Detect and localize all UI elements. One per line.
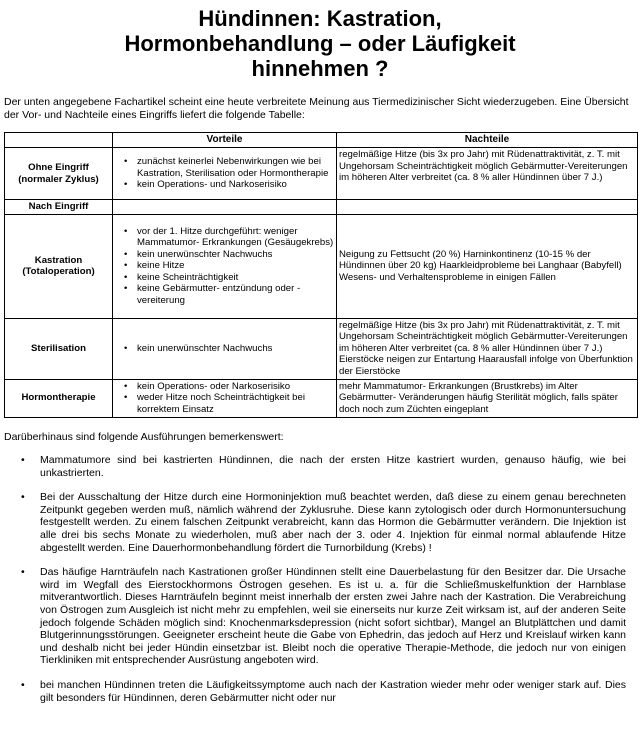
pros-cell-sterilisation [113, 318, 337, 379]
header-blank-cell [5, 133, 113, 148]
row-head-nach-eingriff: Nach Eingriff [5, 200, 113, 215]
pros-cell-hormontherapie [113, 379, 337, 417]
row-head-line: (normaler Zyklus) [18, 173, 99, 185]
pros-cell-empty [113, 200, 337, 215]
pros-item: • kein unerwünschter Nachwuchs [137, 249, 334, 261]
bullet-icon: • [21, 678, 25, 691]
cons-cell-ohne-eingriff: regelmäßige Hitze (bis 3x pro Jahr) mit Rüdenattraktivität, z. T. mit Ungehorsam Scheinträchtigkeit möglich Gebärmutter-Vereiterungen im höheren Alter verbreitet (ca. 8 % aller Hündinnen über 7 J.) [337, 148, 638, 200]
list-item-text: Bei der Ausschaltung der Hitze durch eine Hormoninjektion muß beachtet werden, daß diese zu einem genau berechneten Zeitpunkt gegeben werden muß, nämlich während der Zyklusruhe. Diese kann zytologisch oder durch Hormonuntersuchung festgestellt werden. Zu einem falschen Zeitpunkt verabreicht, kann das Hormon die Gebärmutter verändern. Die Injektion ist alle drei bis sechs Monate zu wiederholen, muß aber nach der 3. oder 4. Injektion für einmal normal ablaufende Hitze abgestellt werden. Eine Dauerhormonbehandlung fördert die Turnorbildung (Krebs) ! [40, 491, 626, 554]
remarks-intro: Darüberhinaus sind folgende Ausführungen bemerkenswert: [4, 431, 284, 443]
row-head-line: Ohne Eingriff [28, 161, 89, 173]
bullet-icon: • [21, 454, 25, 466]
pros-item: • keine Scheinträchtigkeit [137, 272, 334, 284]
row-head-line: Kastration [34, 254, 83, 266]
list-item-text: bei manchen Hündinnen treten die Läufigkeitssymptome auch nach der Kastration wieder mehr oder weniger stark auf. Dies gilt besonders für Hündinnen, deren Gebärmutter nicht oder nur [40, 678, 626, 704]
cons-cell-empty [337, 200, 638, 215]
pros-cell-kastration [113, 214, 337, 318]
list-item [4, 566, 626, 667]
title-line-2: Hormonbehandlung – oder Läufigkeit [124, 31, 516, 56]
table-row-kastration [5, 214, 638, 318]
list-item-text: Mammatumore sind bei kastrierten Hündinnen, die nach der ersten Hitze kastriert wurden, genauso häufig, wie bei unkastrierten. [40, 454, 626, 479]
header-pros: Vorteile [113, 133, 337, 148]
list-item [4, 679, 626, 704]
header-cons: Nachteile [337, 133, 638, 148]
cons-cell-kastration: Neigung zu Fettsucht (20 %) Harninkontinenz (10-15 % der Hündinnen über 20 kg) Haarkleidprobleme bei Langhaar (Babyfell) Wesens- und Verhaltensprobleme in einigen Fällen [337, 214, 638, 318]
list-item [4, 454, 626, 479]
cons-cell-sterilisation: regelmäßige Hitze (bis 3x pro Jahr) mit Rüdenattraktivität, z. T. mit Ungehorsam Scheinträchtigkeit möglich Gebärmutter-Vereiterungen im höheren Alter verbreitet (ca. 8 % aller Hündinnen über 7 J.) Eierstöcke neigen zur Entartung Haarausfall infolge von Überfunktion der Eierstöcke [337, 318, 638, 379]
table-row-ohne-eingriff [5, 148, 638, 200]
cons-cell-hormontherapie: mehr Mammatumor- Erkrankungen (Brustkrebs) im Alter Gebärmutter- Veränderungen häufig Sterilität möglich, falls später doch noch zum Züchten eingeplant [337, 379, 638, 417]
pros-item: • kein unerwünschter Nachwuchs [137, 343, 334, 355]
list-item-text: Das häufige Harnträufeln nach Kastrationen großer Hündinnen stellt eine Dauerbelastung für den Besitzer dar. Die Ursache wird im Wegfall des Eierstockhormons Östrogen gesehen. Es ist u. a. für die Schließmuskelfunktion der Harnblase mitverantwortlich. Dieses Harnträufeln beginnt meist innerhalb der ersten zwei Jahre nach der Kastration. Die Verabreichung von Östrogen zum Ausgleich ist nicht mehr zu empfehlen, weil sie einerseits nur kurze Zeit wirksam ist, auf der anderen Seite jedoch folgende Schäden möglich sind: Knochenmarksdepression (nicht sofort sichtbar), Mangel an Blutplättchen und damit Blutgerinnungsstörungen. Geeigneter erscheint heute die Gabe von Ephedrin, das jedoch auf Herz und Kreislauf wirken kann und deshalb nicht bei jeder Hündin einsetzbar ist. Bleibt noch die operative Therapie-Methode, die jedoch nur von einigen Tierkliniken mit entsprechender Ausrüstung angeboten wird. [40, 566, 626, 667]
pros-item: • vor der 1. Hitze durchgeführt: weniger Mammatumor- Erkrankungen (Gesäugekrebs) [137, 226, 334, 249]
bullet-icon: • [21, 566, 25, 579]
comparison-table [4, 132, 638, 418]
remarks-list [4, 454, 626, 716]
bullet-icon: • [21, 491, 25, 504]
table-header-row [5, 133, 638, 148]
table-row-nach-eingriff [5, 200, 638, 215]
pros-item: • weder Hitze noch Scheinträchtigkeit bei korrektem Einsatz [137, 392, 334, 415]
table-row-sterilisation [5, 318, 638, 379]
table-row-hormontherapie [5, 379, 638, 417]
row-head-ohne-eingriff [5, 148, 113, 200]
row-head-kastration [5, 214, 113, 318]
pros-cell-ohne-eingriff [113, 148, 337, 200]
pros-item: • kein Operations- und Narkoserisiko [137, 179, 334, 191]
pros-item: • keine Gebärmutter- entzündung oder - vereiterung [137, 283, 334, 306]
list-item [4, 491, 626, 554]
title-line-3: hinnehmen ? [251, 56, 389, 81]
pros-item: • zunächst keinerlei Nebenwirkungen wie bei Kastration, Sterilisation oder Hormontherapie [137, 156, 334, 179]
pros-item: • kein Operations- oder Narkoserisiko [137, 381, 334, 393]
page-title [0, 6, 640, 81]
intro-paragraph: Der unten angegebene Fachartikel scheint eine heute verbreitete Meinung aus Tiermedizinischer Sicht wiederzugeben. Eine Übersicht der Vor- und Nachteile eines Eingriffs liefert die folgende Tabelle: [4, 96, 629, 121]
row-head-hormontherapie: Hormontherapie [5, 379, 113, 417]
row-head-sterilisation: Sterilisation [5, 318, 113, 379]
pros-item: • keine Hitze [137, 260, 334, 272]
row-head-line: (Totaloperation) [22, 266, 95, 278]
title-line-1: Hündinnen: Kastration, [198, 6, 442, 31]
